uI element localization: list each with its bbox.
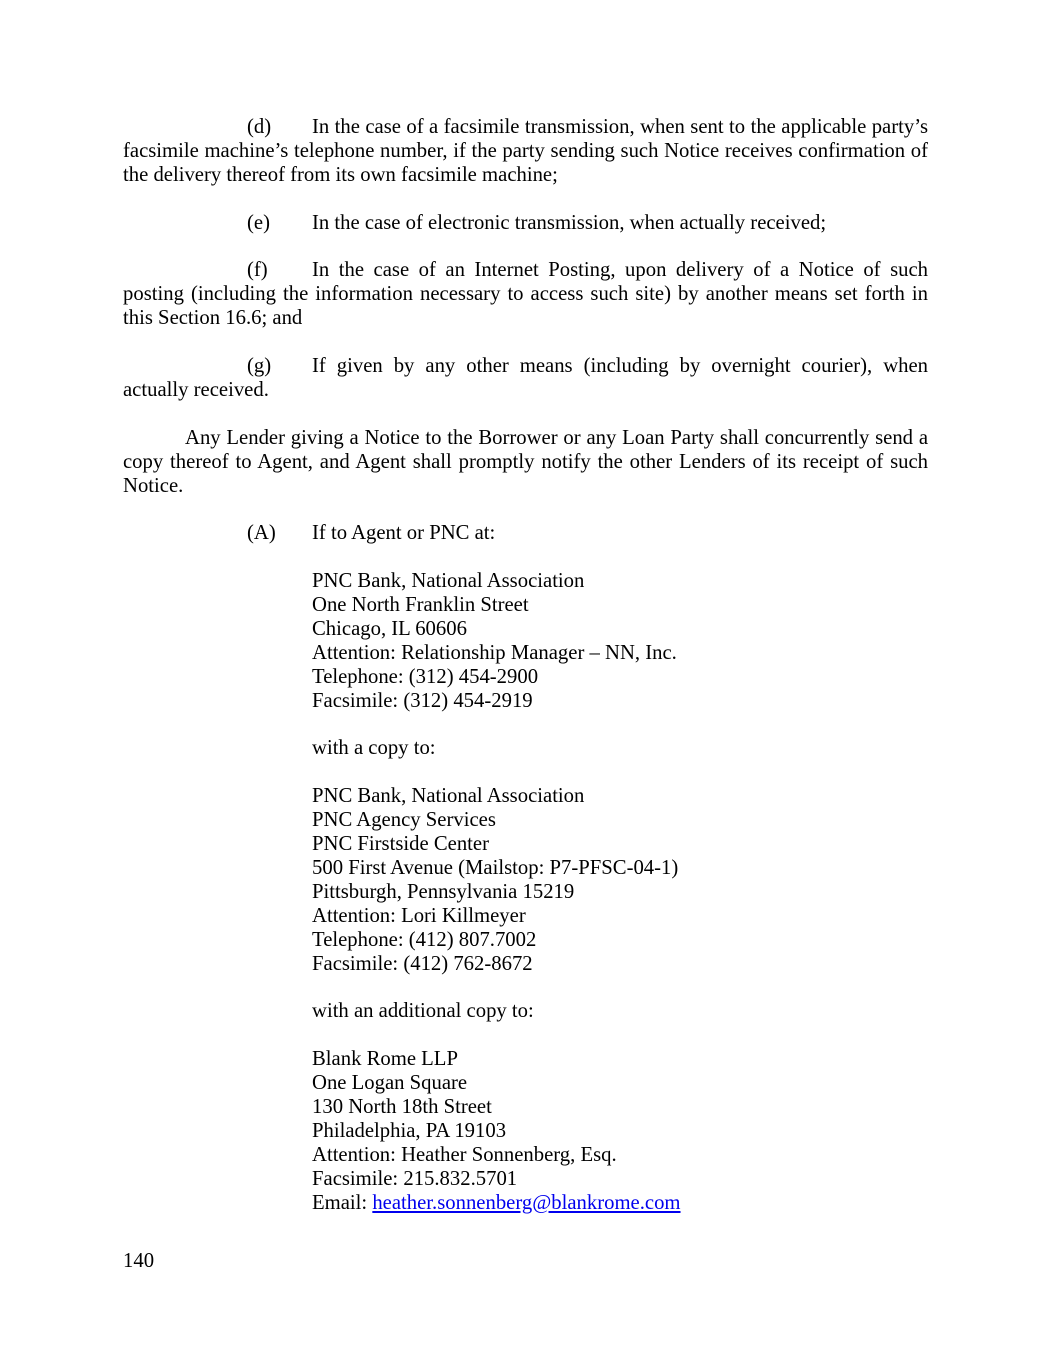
document-body bbox=[123, 116, 928, 1239]
email-label: Email: bbox=[312, 1191, 373, 1214]
address-block-pnc-pittsburgh bbox=[312, 785, 928, 976]
lender-notice-paragraph: Any Lender giving a Notice to the Borrower or any Loan Party shall concurrently send a copy thereof to Agent, and Agent shall promptly notify the other Lenders of its receipt of such Notice. bbox=[123, 426, 928, 497]
additional-copy-to-label: with an additional copy to: bbox=[312, 1000, 534, 1023]
paragraph-f-label: (f) bbox=[247, 259, 268, 282]
address-line: PNC Bank, National Association bbox=[312, 570, 585, 593]
email-line bbox=[312, 1192, 928, 1216]
address-line: PNC Bank, National Association bbox=[312, 785, 585, 808]
agent-heading-text: If to Agent or PNC at: bbox=[312, 522, 496, 545]
paragraph-d bbox=[123, 116, 928, 188]
paragraph-d-label: (d) bbox=[247, 116, 272, 138]
address-line: 130 North 18th Street bbox=[312, 1096, 492, 1118]
address-line: Facsimile: 215.832.5701 bbox=[312, 1167, 518, 1190]
email-link[interactable]: heather.sonnenberg@blankrome.com bbox=[372, 1191, 681, 1214]
copy-to-label: with a copy to: bbox=[312, 737, 436, 760]
address-line: Telephone: (312) 454-2900 bbox=[312, 665, 539, 688]
address-line: PNC Agency Services bbox=[312, 809, 496, 832]
address-line: Attention: Relationship Manager – NN, Inc. bbox=[312, 641, 677, 664]
address-line: Telephone: (412) 807.7002 bbox=[312, 928, 537, 951]
address-block-blank-rome bbox=[312, 1048, 928, 1215]
agent-heading bbox=[123, 522, 928, 546]
paragraph-f-text: In the case of an Internet Posting, upon delivery of a Notice of such posting (including the information necessary to access such site) by another means set forth in this Section 16.6; and bbox=[123, 259, 928, 330]
address-line: PNC Firstside Center bbox=[312, 833, 489, 856]
address-line: Blank Rome LLP bbox=[312, 1048, 458, 1071]
paragraph-g-label: (g) bbox=[247, 355, 272, 378]
paragraph-e bbox=[123, 212, 928, 236]
address-line: One North Franklin Street bbox=[312, 594, 529, 617]
paragraph-g-text: If given by any other means (including by overnight courier), when actually received. bbox=[123, 355, 928, 401]
address-line: Philadelphia, PA 19103 bbox=[312, 1119, 507, 1142]
paragraph-f bbox=[123, 259, 928, 331]
paragraph-e-text: In the case of electronic transmission, when actually received; bbox=[312, 211, 827, 234]
address-line: Facsimile: (312) 454-2919 bbox=[312, 689, 533, 712]
paragraph-d-text: In the case of a facsimile transmission, when sent to the applicable party’s facsimile machine’s telephone number, if the party sending such Notice receives confirmation of the delivery thereof from its own facsimile machine; bbox=[123, 116, 928, 186]
paragraph-g bbox=[123, 355, 928, 403]
agent-heading-label: (A) bbox=[247, 522, 276, 545]
address-line: One Logan Square bbox=[312, 1072, 468, 1095]
paragraph-e-label: (e) bbox=[247, 211, 270, 234]
address-line: Facsimile: (412) 762-8672 bbox=[312, 952, 533, 975]
address-line: Attention: Heather Sonnenberg, Esq. bbox=[312, 1143, 617, 1166]
address-line: Attention: Lori Killmeyer bbox=[312, 904, 526, 927]
address-line: Chicago, IL 60606 bbox=[312, 617, 467, 640]
page-number: 140 bbox=[123, 1250, 155, 1272]
address-block-pnc-chicago bbox=[312, 570, 928, 713]
address-line: Pittsburgh, Pennsylvania 15219 bbox=[312, 880, 575, 903]
address-line: 500 First Avenue (Mailstop: P7-PFSC-04-1) bbox=[312, 856, 679, 879]
